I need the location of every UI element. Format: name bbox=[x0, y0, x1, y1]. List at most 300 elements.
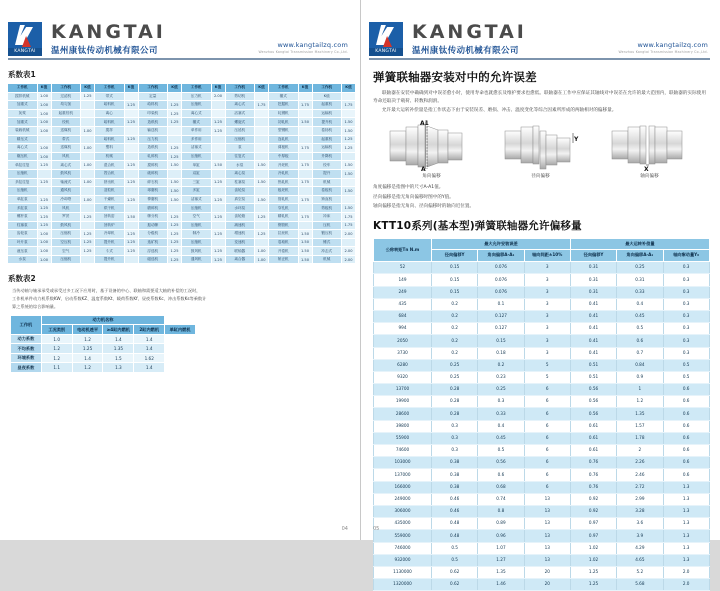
t1-cell-machine: 齿轮泵 bbox=[8, 230, 38, 239]
t1-col-k: K值 bbox=[342, 84, 356, 93]
t1-cell-machine: 矫直机 bbox=[312, 195, 342, 204]
t3-cell-value: 0.31 bbox=[570, 274, 616, 286]
table-row bbox=[8, 230, 356, 239]
table-row bbox=[374, 298, 710, 310]
t1-cell-machine: 机械 bbox=[312, 178, 342, 187]
t3-cell-value: 0.5 bbox=[478, 445, 524, 457]
t3-cell-value: 3 bbox=[524, 274, 570, 286]
t1-cell-machine: 提升机 bbox=[95, 255, 125, 264]
t2-cell: 1.2 bbox=[72, 363, 103, 373]
t1-cell-k: 1.00 bbox=[37, 101, 51, 110]
t1-cell-k bbox=[124, 221, 138, 230]
t1-cell-k: 1.50 bbox=[168, 195, 182, 204]
t3-cell-torque: 55900 bbox=[374, 432, 432, 444]
t1-cell-machine: 给料机 bbox=[95, 101, 125, 110]
t1-cell-k: 1.50 bbox=[342, 118, 356, 127]
t2-row-label: 不均系数 bbox=[11, 344, 42, 354]
t1-cell-machine: 压缩机 bbox=[182, 101, 212, 110]
t1-cell-machine: 起重绞机 bbox=[51, 109, 81, 118]
t1-cell-k: 1.25 bbox=[124, 118, 138, 127]
table-row bbox=[374, 579, 710, 591]
t1-cell-k bbox=[168, 126, 182, 135]
t3-cell-value: 0.46 bbox=[432, 493, 478, 505]
t1-cell-machine: 活塞式 bbox=[182, 195, 212, 204]
t1-cell-k: 1.25 bbox=[81, 238, 95, 247]
table-row bbox=[374, 347, 710, 359]
t3-cell-value: 0.15 bbox=[432, 262, 478, 274]
t1-cell-machine: 真空泵 bbox=[225, 195, 255, 204]
t1-cell-machine: 给料机 bbox=[95, 135, 125, 144]
t1-cell-machine: 液压泵 bbox=[8, 247, 38, 256]
t3-cell-torque: 249000 bbox=[374, 493, 432, 505]
table-row bbox=[374, 396, 710, 408]
t3-cell-value: 4.65 bbox=[617, 554, 663, 566]
t1-cell-machine: 开卷机 bbox=[269, 247, 299, 256]
t1-cell-machine: 开坯机 bbox=[269, 161, 299, 170]
t1-cell-k: 1.50 bbox=[342, 204, 356, 213]
t3-cell-torque: 149 bbox=[374, 274, 432, 286]
t1-cell-machine: 造纸机 bbox=[138, 144, 168, 153]
t3-cell-torque: 2050 bbox=[374, 335, 432, 347]
t2-cell: 1.4 bbox=[134, 344, 165, 354]
t1-cell-machine: 磨碎机 bbox=[138, 204, 168, 213]
t3-cell-value: 6 bbox=[524, 408, 570, 420]
t3-cell-value: 0.41 bbox=[570, 310, 616, 322]
t1-cell-k: 1.75 bbox=[298, 161, 312, 170]
t3-cell-value: 6 bbox=[524, 396, 570, 408]
table-row bbox=[374, 384, 710, 396]
t3-cell-value: 0.076 bbox=[478, 262, 524, 274]
t3-cell-value: 0.23 bbox=[478, 371, 524, 383]
t1-cell-machine: 锤式 bbox=[312, 238, 342, 247]
t3-cell-value: 0.28 bbox=[432, 384, 478, 396]
t3-cell-torque: 74600 bbox=[374, 445, 432, 457]
t1-cell-k bbox=[124, 255, 138, 264]
t3-cell-value: 3 bbox=[524, 262, 570, 274]
t3-cell-value: 0.3 bbox=[663, 310, 709, 322]
t1-cell-machine: 轴流式 bbox=[51, 178, 81, 187]
t3-cell-value: 0.92 bbox=[570, 505, 616, 517]
alignment-paragraph: 允许最大运转补偿量是指工作状态下由于安装误差、磨损、冲击、温度变化等综合因素所形成的两轴相对的偏移量。 bbox=[382, 107, 617, 113]
t3-cell-value: 0.1 bbox=[478, 298, 524, 310]
t1-cell-k bbox=[255, 152, 269, 161]
t1-cell-machine: 鼓风机 bbox=[51, 221, 81, 230]
t1-cell-machine: 单缸往复 bbox=[8, 161, 38, 170]
t3-cell-value: 0.56 bbox=[570, 384, 616, 396]
coupling-diagrams bbox=[377, 119, 704, 179]
t1-cell-k bbox=[255, 118, 269, 127]
t1-cell-machine: 通风机 bbox=[51, 187, 81, 196]
t3-cell-value: 2.99 bbox=[617, 493, 663, 505]
t1-cell-k bbox=[124, 169, 138, 178]
t1-cell-machine: 钢管机 bbox=[269, 221, 299, 230]
t1-cell-machine: 棒磨机 bbox=[138, 195, 168, 204]
t1-cell-k: 1.25 bbox=[37, 212, 51, 221]
t1-cell-k: 1.00 bbox=[37, 152, 51, 161]
t1-cell-k bbox=[211, 187, 225, 196]
t1-cell-k: 1.25 bbox=[124, 238, 138, 247]
diagram-radial bbox=[493, 119, 589, 179]
t3-cell-value: 0.4 bbox=[478, 420, 524, 432]
t3-cell-value: 1 bbox=[617, 384, 663, 396]
t2-cell: 1.4 bbox=[103, 334, 134, 344]
t1-cell-machine: 带式 bbox=[51, 135, 81, 144]
t1-cell-k: 1.50 bbox=[211, 161, 225, 170]
t1-cell-machine: 变速机 bbox=[225, 238, 255, 247]
t1-cell-machine: 风机 bbox=[51, 204, 81, 213]
t3-cell-value: 2.26 bbox=[617, 457, 663, 469]
table-row bbox=[8, 178, 356, 187]
t1-cell-k: 1.50 bbox=[298, 118, 312, 127]
t1-cell-machine: 柱塞泵 bbox=[225, 178, 255, 187]
t1-cell-machine: 破碎机 bbox=[138, 169, 168, 178]
brand-header-right bbox=[361, 0, 720, 56]
table-row bbox=[8, 204, 356, 213]
t3-cell-value: 1.57 bbox=[617, 420, 663, 432]
t1-cell-k: 1.50 bbox=[168, 178, 182, 187]
t3-cell-value: 13 bbox=[524, 554, 570, 566]
section2-paragraph: 算之系统的综合影响量。 bbox=[12, 304, 59, 309]
t3-cell-value: 0.2 bbox=[432, 347, 478, 359]
t1-cell-k: 1.00 bbox=[37, 126, 51, 135]
t3-subheader: 角向偏移A-A₁ bbox=[478, 250, 524, 262]
t1-cell-k: 1.25 bbox=[342, 135, 356, 144]
table-row bbox=[374, 371, 710, 383]
table-row bbox=[8, 152, 356, 161]
table-row bbox=[374, 457, 710, 469]
t3-cell-value: 0.9 bbox=[617, 371, 663, 383]
t1-cell-k: 1.50 bbox=[298, 230, 312, 239]
t3-cell-value: 0.61 bbox=[570, 445, 616, 457]
t2-col-condition: 工况类别 bbox=[41, 325, 72, 335]
t1-col-machine: 工作机 bbox=[51, 84, 81, 93]
t3-cell-value: 0.2 bbox=[432, 298, 478, 310]
t3-subheader: 径向偏移Y bbox=[570, 250, 616, 262]
t3-cell-torque: 684 bbox=[374, 310, 432, 322]
t3-cell-value: 0.25 bbox=[432, 359, 478, 371]
table-row bbox=[374, 420, 710, 432]
t1-cell-machine: 多作用 bbox=[182, 135, 212, 144]
t1-cell-machine: 过滤机 bbox=[51, 92, 81, 101]
brand-divider-left bbox=[8, 58, 350, 60]
t1-cell-machine: 泵 bbox=[225, 144, 255, 153]
t1-cell-machine: 单作用 bbox=[182, 126, 212, 135]
t1-cell-machine: 绞机 bbox=[51, 118, 81, 127]
t3-cell-value: 0.41 bbox=[570, 347, 616, 359]
t2-cell: 1.2 bbox=[72, 334, 103, 344]
t1-cell-k bbox=[211, 109, 225, 118]
alignment-paragraphs bbox=[361, 90, 720, 115]
t3-cell-value: 1.3 bbox=[663, 530, 709, 542]
t3-cell-value: 6 bbox=[524, 481, 570, 493]
t3-cell-value: 0.76 bbox=[570, 481, 616, 493]
section2-paragraph: 工作机单件动力机系数KW、启动系数KZ、温度系数Kt、载荷系数Kf、昼夜系数Kc、冲击系数Ks等乘数计 bbox=[12, 296, 207, 302]
section-title-coefficient-1: 系数表1 bbox=[8, 70, 36, 79]
t3-cell-value: 0.18 bbox=[478, 347, 524, 359]
t3-cell-value: 1.27 bbox=[478, 554, 524, 566]
t1-cell-machine: 螺旋式 bbox=[225, 118, 255, 127]
t3-cell-torque: 1320000 bbox=[374, 579, 432, 591]
t3-cell-value: 0.31 bbox=[570, 262, 616, 274]
t1-cell-machine: 印染机 bbox=[138, 109, 168, 118]
t3-cell-value: 0.2 bbox=[432, 323, 478, 335]
section2-paragraph: 当传动轴与轴承承受或承受过多工况下应用时，基于设备的中心、联轴和需要适大轴的补偿的工况时， bbox=[12, 288, 201, 294]
t3-cell-value: 5 bbox=[524, 371, 570, 383]
table-row bbox=[374, 445, 710, 457]
t1-cell-k bbox=[342, 152, 356, 161]
t1-cell-machine: 压缩机 bbox=[51, 255, 81, 264]
t3-cell-torque: 166000 bbox=[374, 481, 432, 493]
section-title-coefficient-2: 系数表2 bbox=[8, 274, 36, 284]
diagram-notes bbox=[361, 183, 720, 211]
t3-cell-value: 20 bbox=[524, 566, 570, 578]
t3-cell-value: 0.2 bbox=[432, 335, 478, 347]
t3-cell-torque: 435 bbox=[374, 298, 432, 310]
t1-cell-k bbox=[81, 152, 95, 161]
t1-cell-k: 1.25 bbox=[211, 195, 225, 204]
page-number-left: 04 bbox=[341, 526, 348, 532]
t1-cell-k: 1.25 bbox=[255, 230, 269, 239]
t1-cell-k bbox=[298, 152, 312, 161]
t1-cell-machine: 提升机 bbox=[312, 118, 342, 127]
brand-website[interactable]: www.kangtailzq.com bbox=[277, 41, 348, 49]
t1-cell-k: 1.25 bbox=[168, 152, 182, 161]
brand-divider-right bbox=[369, 58, 710, 60]
t1-cell-machine: 齿轮箱 bbox=[225, 212, 255, 221]
t1-cell-machine: 起重机 bbox=[312, 101, 342, 110]
t1-cell-k: 1.00 bbox=[81, 144, 95, 153]
table-row bbox=[11, 334, 196, 344]
t1-cell-machine: 联轴器 bbox=[225, 247, 255, 256]
table-row bbox=[11, 363, 196, 373]
t1-cell-machine: 压缩机 bbox=[182, 152, 212, 161]
t1-cell-machine: 卷板机 bbox=[312, 187, 342, 196]
t1-cell-k bbox=[211, 169, 225, 178]
t1-cell-k: 1.25 bbox=[81, 92, 95, 101]
t3-cell-torque: 13700 bbox=[374, 384, 432, 396]
t3-group-install: 最大允许安装误差 bbox=[432, 239, 571, 250]
diagram-note: 角度偏移是指图中的尺寸A-A1值。 bbox=[373, 185, 444, 191]
t1-cell-k: 1.25 bbox=[211, 255, 225, 264]
table-row bbox=[8, 212, 356, 221]
t1-cell-machine: 给料机 bbox=[95, 118, 125, 127]
t3-cell-value: 0.96 bbox=[478, 530, 524, 542]
t1-cell-machine: 搅拌 bbox=[95, 126, 125, 135]
t1-cell-machine: 空压机 bbox=[51, 238, 81, 247]
t1-cell-k: 1.25 bbox=[124, 135, 138, 144]
table-row bbox=[374, 530, 710, 542]
t1-cell-k: 1.25 bbox=[37, 204, 51, 213]
t1-cell-machine: 矫正机 bbox=[269, 255, 299, 264]
t1-cell-k: 1.50 bbox=[298, 238, 312, 247]
t3-group-run: 最大运转补偿量 bbox=[570, 239, 709, 250]
t3-cell-value: 1.02 bbox=[570, 554, 616, 566]
t2-cell: 1.25 bbox=[72, 344, 103, 354]
t1-cell-k: 2.00 bbox=[342, 247, 356, 256]
t3-cell-value: 4.29 bbox=[617, 542, 663, 554]
t3-cell-value: 2.0 bbox=[663, 566, 709, 578]
t3-cell-value: 0.5 bbox=[617, 323, 663, 335]
t3-cell-value: 0.45 bbox=[617, 310, 663, 322]
t3-cell-value: 0.2 bbox=[478, 359, 524, 371]
t1-cell-machine: 冷却机 bbox=[95, 230, 125, 239]
t3-cell-value: 0.28 bbox=[432, 396, 478, 408]
t1-cell-machine: 定量 bbox=[138, 92, 168, 101]
t1-cell-machine: 捏合机 bbox=[95, 169, 125, 178]
t2-col-power: ≥4缸内燃机 bbox=[103, 325, 134, 335]
t1-cell-k bbox=[255, 238, 269, 247]
t2-cell: 1.0 bbox=[41, 334, 72, 344]
t1-cell-machine: 运输机 bbox=[312, 109, 342, 118]
t1-cell-k: 1.25 bbox=[168, 238, 182, 247]
diagram-angular-label: 角向偏移 bbox=[422, 174, 441, 180]
t1-cell-k bbox=[81, 187, 95, 196]
t1-cell-k bbox=[81, 109, 95, 118]
t1-cell-k: 1.25 bbox=[124, 178, 138, 187]
table-row bbox=[8, 101, 356, 110]
t3-cell-value: 3 bbox=[524, 335, 570, 347]
t1-cell-k: 1.50 bbox=[342, 187, 356, 196]
t1-cell-machine: 压力机 bbox=[182, 92, 212, 101]
t1-col-k: K值 bbox=[37, 84, 51, 93]
t1-cell-machine: 辗式 bbox=[269, 92, 299, 101]
t1-cell-k bbox=[124, 109, 138, 118]
t1-cell-machine: 离心 bbox=[95, 109, 125, 118]
t1-cell-k bbox=[124, 144, 138, 153]
t1-cell-k bbox=[211, 204, 225, 213]
t1-cell-machine: 轧碎机 bbox=[138, 152, 168, 161]
t3-cell-value: 3 bbox=[524, 347, 570, 359]
t1-cell-k bbox=[37, 135, 51, 144]
t1-cell-machine: 压缩机 bbox=[8, 187, 38, 196]
t1-cell-machine: 单缸泵 bbox=[8, 195, 38, 204]
t3-cell-value: 1.3 bbox=[663, 481, 709, 493]
t1-cell-machine: 冲击式 bbox=[312, 247, 342, 256]
t1-cell-machine: 离合器 bbox=[225, 255, 255, 264]
t2-cell: 1.4 bbox=[72, 353, 103, 363]
t3-cell-value: 0.56 bbox=[570, 408, 616, 420]
t2-col-power: 2缸内燃机 bbox=[134, 325, 165, 335]
section2-paragraphs bbox=[0, 287, 360, 310]
t1-cell-k bbox=[211, 135, 225, 144]
t1-cell-k: 1.25 bbox=[255, 212, 269, 221]
t3-cell-value: 1.25 bbox=[570, 579, 616, 591]
t1-cell-k bbox=[168, 135, 182, 144]
t1-col-k: K值 bbox=[168, 84, 182, 93]
page-number-right: 05 bbox=[373, 526, 380, 532]
t1-cell-machine: 三缸 bbox=[182, 178, 212, 187]
t1-cell-k: 1.50 bbox=[255, 161, 269, 170]
t1-cell-k: 1.25 bbox=[211, 212, 225, 221]
t1-cell-k bbox=[211, 221, 225, 230]
t3-cell-value: 0.15 bbox=[432, 274, 478, 286]
t1-cell-machine: 罗茨 bbox=[51, 212, 81, 221]
t2-row-label: 环境系数 bbox=[11, 353, 42, 363]
t1-cell-machine: 升降机 bbox=[312, 152, 342, 161]
t1-cell-k bbox=[124, 152, 138, 161]
t3-cell-value: 0.28 bbox=[432, 408, 478, 420]
t3-cell-torque: 994 bbox=[374, 323, 432, 335]
t1-cell-machine: 送煤机 bbox=[51, 126, 81, 135]
t1-cell-k: 1.00 bbox=[81, 178, 95, 187]
table-row bbox=[374, 310, 710, 322]
t3-cell-value: 20 bbox=[524, 579, 570, 591]
t1-cell-machine: 离心式 bbox=[225, 101, 255, 110]
t1-cell-machine: 运输机 bbox=[312, 144, 342, 153]
t1-cell-k bbox=[342, 92, 356, 101]
t3-cell-torque: 932000 bbox=[374, 554, 432, 566]
t1-col-machine: 工作机 bbox=[269, 84, 299, 93]
t2-col-work: 工作机 bbox=[11, 315, 42, 334]
t1-cell-k bbox=[81, 204, 95, 213]
left-page bbox=[0, 0, 360, 540]
table-row bbox=[374, 262, 710, 274]
t1-cell-machine: 双缸 bbox=[182, 169, 212, 178]
t1-cell-k: 1.50 bbox=[124, 212, 138, 221]
t1-cell-machine: 给料机 bbox=[138, 101, 168, 110]
t1-cell-k: 1.75 bbox=[298, 144, 312, 153]
diagram-angular bbox=[384, 119, 480, 179]
t3-subheader: 轴向窜动量Y₀ bbox=[663, 250, 709, 262]
t1-cell-machine: 冷轧机 bbox=[269, 169, 299, 178]
t3-cell-value: 0.92 bbox=[570, 493, 616, 505]
t1-cell-machine: 绞车 bbox=[312, 161, 342, 170]
t3-cell-value: 5.2 bbox=[617, 566, 663, 578]
t3-cell-value: 0.6 bbox=[663, 396, 709, 408]
t1-cell-k: 1.25 bbox=[81, 247, 95, 256]
table-row bbox=[8, 247, 356, 256]
brand-website-right[interactable]: www.kangtailzq.com bbox=[637, 41, 708, 49]
t1-cell-machine: 输送机 bbox=[138, 126, 168, 135]
t1-cell-k: 1.25 bbox=[168, 109, 182, 118]
t3-cell-value: 1.3 bbox=[663, 542, 709, 554]
heading-alignment-tolerance: 弹簧联轴器安装对中的允许误差 bbox=[373, 70, 537, 84]
t1-cell-machine: 压机 bbox=[312, 221, 342, 230]
t1-cell-k: 1.50 bbox=[342, 126, 356, 135]
t2-cell: 1.4 bbox=[134, 363, 165, 373]
t1-cell-k bbox=[168, 204, 182, 213]
t2-col-power: 单缸内燃机 bbox=[165, 325, 196, 335]
t3-cell-value: 1.2 bbox=[617, 396, 663, 408]
t1-cell-k bbox=[342, 238, 356, 247]
t2-cell: 1.5 bbox=[103, 353, 134, 363]
t3-cell-value: 0.8 bbox=[478, 505, 524, 517]
t2-cell: 1.35 bbox=[103, 344, 134, 354]
t1-cell-machine: 混合机 bbox=[95, 161, 125, 170]
t1-cell-k bbox=[81, 221, 95, 230]
t1-cell-k bbox=[342, 195, 356, 204]
t3-cell-value: 3 bbox=[524, 286, 570, 298]
t1-cell-machine: 辗压机 bbox=[8, 152, 38, 161]
brand-contact bbox=[258, 41, 348, 56]
t1-cell-k bbox=[298, 221, 312, 230]
t3-cell-value: 13 bbox=[524, 530, 570, 542]
t1-cell-machine: 搅碎机 bbox=[138, 161, 168, 170]
t1-cell-k bbox=[255, 135, 269, 144]
t1-cell-k bbox=[298, 109, 312, 118]
brand-subtitle-en-right: Wenzhou Kangtai Transmission Machinery Co.,Ltd. bbox=[618, 50, 708, 54]
t1-cell-machine: 空气 bbox=[51, 247, 81, 256]
t3-cell-value: 0.3 bbox=[432, 420, 478, 432]
t3-cell-value: 0.3 bbox=[432, 445, 478, 457]
t1-cell-machine: 回转窑 bbox=[95, 212, 125, 221]
t3-cell-value: 0.97 bbox=[570, 518, 616, 530]
t3-cell-value: 6 bbox=[524, 420, 570, 432]
alignment-paragraph: 联轴器在安装中确确到对中误差愈小时，使用寿命也就愈长及维护要求也愈低。联轴器在工作中应保证其轴线对中误差在允许的最大范围内，联轴器的实际使用寿命还取决于载荷、转数和润滑。 bbox=[373, 91, 706, 105]
t3-cell-torque: 249 bbox=[374, 286, 432, 298]
t1-cell-k bbox=[37, 169, 51, 178]
t1-cell-k bbox=[81, 101, 95, 110]
